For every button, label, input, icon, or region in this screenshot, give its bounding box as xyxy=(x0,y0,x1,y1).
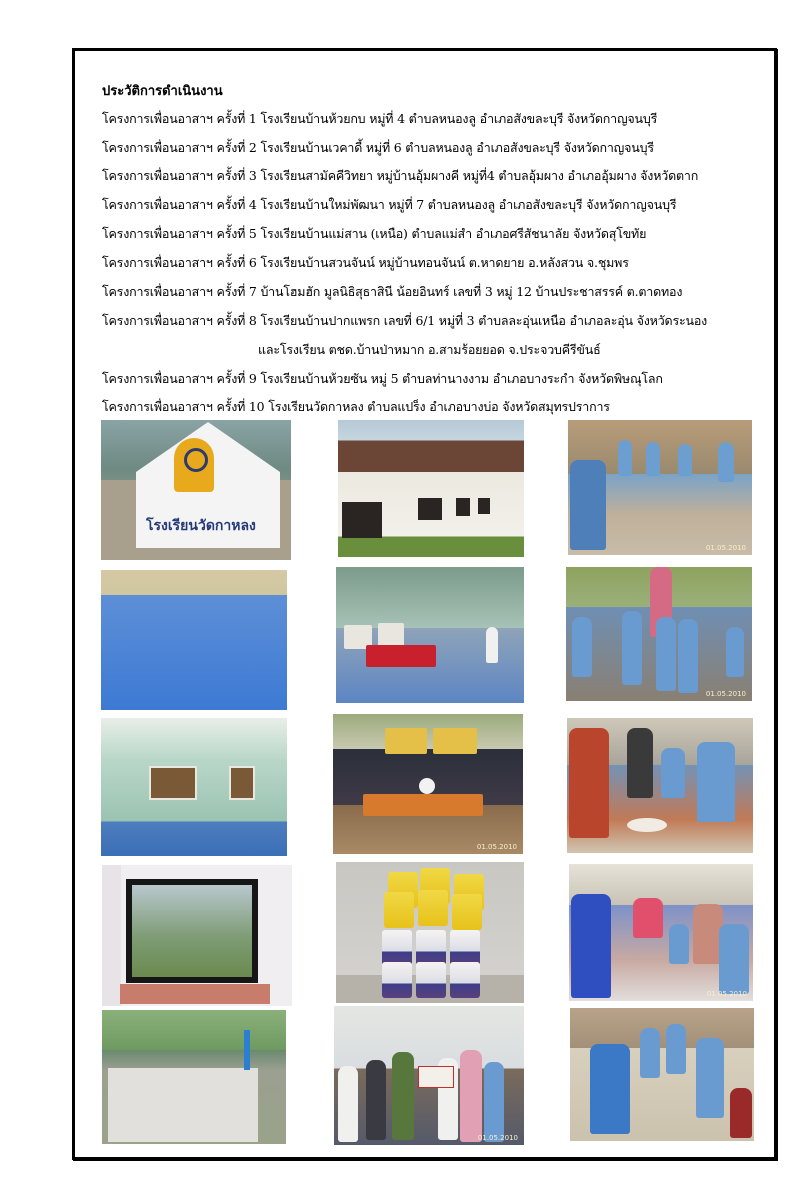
project-line-10: โครงการเพื่อนอาสาฯ ครั้งที่ 10 โรงเรียนวัดกาหลง ตำบลแปร็ง อำเภอบางบ่อ จังหวัดสมุทรปราการ xyxy=(102,399,610,414)
photo-children-eating xyxy=(570,1008,754,1141)
school-sign-text: โรงเรียนวัดกาหลง xyxy=(146,518,256,534)
photo-children-seated xyxy=(568,420,752,555)
photo-renovated-room xyxy=(101,718,287,856)
photo-date-stamp-group: 01.05.2010 xyxy=(477,1134,518,1142)
project-line-6: โครงการเพื่อนอาสาฯ ครั้งที่ 6 โรงเรียนบ้านสวนจันน์ หมู่บ้านทอนจันน์ ต.หาดยาย อ.หลังสวน จ.ชุมพร xyxy=(102,255,629,270)
photo-school-sign xyxy=(101,420,291,560)
project-line-1: โครงการเพื่อนอาสาฯ ครั้งที่ 1 โรงเรียนบ้านห้วยกบ หมู่ที่ 4 ตำบลหนองลู อำเภอสังขละบุรี จังหวัดกาญจนบุรี xyxy=(102,111,658,126)
section-title: ประวัติการดำเนินงาน xyxy=(102,84,223,99)
photo-window-bars xyxy=(102,865,292,1006)
photo-paint-buckets xyxy=(336,862,524,1003)
project-line-3: โครงการเพื่อนอาสาฯ ครั้งที่ 3 โรงเรียนสามัคคีวิทยา หมู่บ้านอุ้มผางคี หมู่ที่4 ตำบลอุ้มผาง อำเภออุ้มผาง จังหวัดตาก xyxy=(102,168,699,183)
photo-date-stamp: 01.05.2010 xyxy=(705,690,746,698)
photo-children-standing xyxy=(566,567,752,701)
photo-cooking-activity xyxy=(567,718,753,853)
project-line-8: โครงการเพื่อนอาสาฯ ครั้งที่ 8 โรงเรียนบ้านปากแพรก เลขที่ 6/1 หมู่ที่ 3 ตำบลละอุ่นเหนือ อำเภอละอุ่น จังหวัดระนอง xyxy=(102,313,708,328)
photo-painted-floor xyxy=(101,570,287,710)
school-logo-icon xyxy=(174,438,214,492)
photo-date-stamp: 01.05.2010 xyxy=(706,990,747,998)
project-line-4: โครงการเพื่อนอาสาฯ ครั้งที่ 4 โรงเรียนบ้านใหม่พัฒนา หมู่ที่ 7 ตำบลหนองลู อำเภอสังขละบุรี จังหวัดกาญจนบุรี xyxy=(102,197,677,212)
photo-computer-room xyxy=(336,567,524,703)
project-line-7: โครงการเพื่อนอาสาฯ ครั้งที่ 7 บ้านโฮมฮัก มูลนิธิสุธาสินี น้อยอินทร์ เลขที่ 3 หมู่ 12 บ้านประชาสรรค์ ต.ตาดทอง xyxy=(102,284,683,299)
photo-date-stamp: 01.05.2010 xyxy=(476,843,517,851)
project-line-2: โครงการเพื่อนอาสาฯ ครั้งที่ 2 โรงเรียนบ้านเวคาดี้ หมู่ที่ 6 ตำบลหนองลู อำเภอสังขละบุรี จังหวัดกาญจนบุรี xyxy=(102,140,654,155)
project-line-8-continued: และโรงเรียน ตชด.บ้านป่าหมาก อ.สามร้อยยอด จ.ประจวบคีรีขันธ์ xyxy=(258,342,601,357)
photo-group-volunteers xyxy=(334,1006,524,1145)
photo-water-tank xyxy=(102,1010,286,1144)
project-line-5: โครงการเพื่อนอาสาฯ ครั้งที่ 5 โรงเรียนบ้านแม่สาน (เหนือ) ตำบลแม่สำ อำเภอศรีสัชนาลัย จังหวัดสุโขทัย xyxy=(102,226,647,241)
photo-donated-toys xyxy=(333,714,523,854)
project-line-9: โครงการเพื่อนอาสาฯ ครั้งที่ 9 โรงเรียนบ้านห้วยซัน หมู่ 5 ตำบลท่านางงาม อำเภอบางระกำ จังหวัดพิษณุโลก xyxy=(102,371,663,386)
photo-date-stamp: 01.05.2010 xyxy=(705,544,746,552)
photo-craft-activity xyxy=(569,864,753,1001)
banner-icon xyxy=(418,1066,454,1088)
photo-school-building xyxy=(338,420,524,557)
